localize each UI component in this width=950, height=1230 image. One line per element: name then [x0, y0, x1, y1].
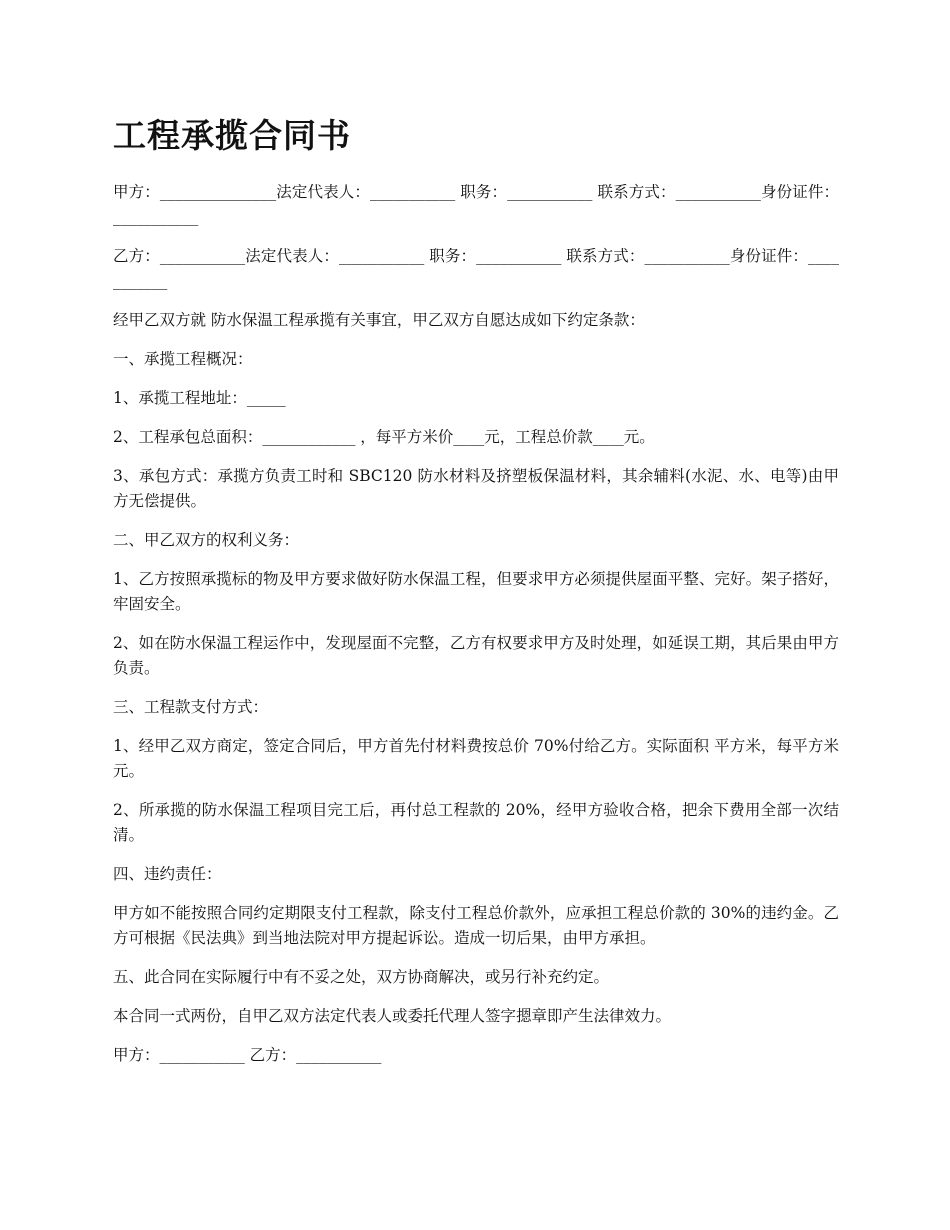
- clause-rights-2: 2、如在防水保温工程运作中，发现屋面不完整，乙方有权要求甲方及时处理，如延误工期，其后果由甲方负责。: [113, 634, 839, 677]
- clause-effectiveness: 本合同一式两份，自甲乙双方法定代表人或委托代理人签字摁章即产生法律效力。: [113, 1007, 672, 1025]
- clause-project-area-price: 2、工程承包总面积：____________ ，每平方米价____元，工程总价款____元。: [113, 428, 655, 446]
- clause-liability: 甲方如不能按照合同约定期限支付工程款，除支付工程总价款外，应承担工程总价款的 30%的违约金。乙方可根据《民法典》到当地法院对甲方提起诉讼。造成一切后果，由甲方承担。: [113, 904, 839, 947]
- section-heading-payment: 三、工程款支付方式：: [113, 698, 269, 716]
- section-heading-overview: 一、承揽工程概况：: [113, 350, 253, 368]
- clause-payment-2: 2、所承揽的防水保温工程项目完工后，再付总工程款的 20%，经甲方验收合格，把余下费用全部一次结清。: [113, 801, 839, 844]
- page-title: 工程承揽合同书: [113, 116, 351, 155]
- clause-contract-method: 3、承包方式：承揽方负责工时和 SBC120 防水材料及挤塑板保温材料，其余辅料(水泥、水、电等)由甲方无偿提供。: [113, 467, 839, 510]
- clause-supplement: 五、此合同在实际履行中有不妥之处，双方协商解决，或另行补充约定。: [113, 968, 610, 986]
- clause-project-address: 1、承揽工程地址：_____: [113, 389, 286, 407]
- contract-page: [113, 112, 839, 1082]
- section-heading-liability: 四、违约责任：: [113, 865, 222, 883]
- preamble: 经甲乙双方就 防水保温工程承揽有关事宜，甲乙双方自愿达成如下约定条款：: [113, 311, 645, 329]
- party-b-info: 乙方：___________法定代表人：___________ 职务：___________ 联系方式：___________身份证件：___________: [113, 247, 839, 290]
- party-a-info: 甲方：_______________法定代表人：___________ 职务：___________ 联系方式：___________身份证件：___________: [113, 183, 839, 226]
- section-heading-rights-obligations: 二、甲乙双方的权利义务：: [113, 531, 300, 549]
- clause-rights-1: 1、乙方按照承揽标的物及甲方要求做好防水保温工程，但要求甲方必须提供屋面平整、完好。架子搭好，牢固安全。: [113, 570, 839, 613]
- clause-payment-1: 1、经甲乙双方商定，签定合同后，甲方首先付材料费按总价 70%付给乙方。实际面积 平方米，每平方米元。: [113, 737, 839, 780]
- signature-line: 甲方：___________ 乙方：___________: [113, 1046, 382, 1064]
